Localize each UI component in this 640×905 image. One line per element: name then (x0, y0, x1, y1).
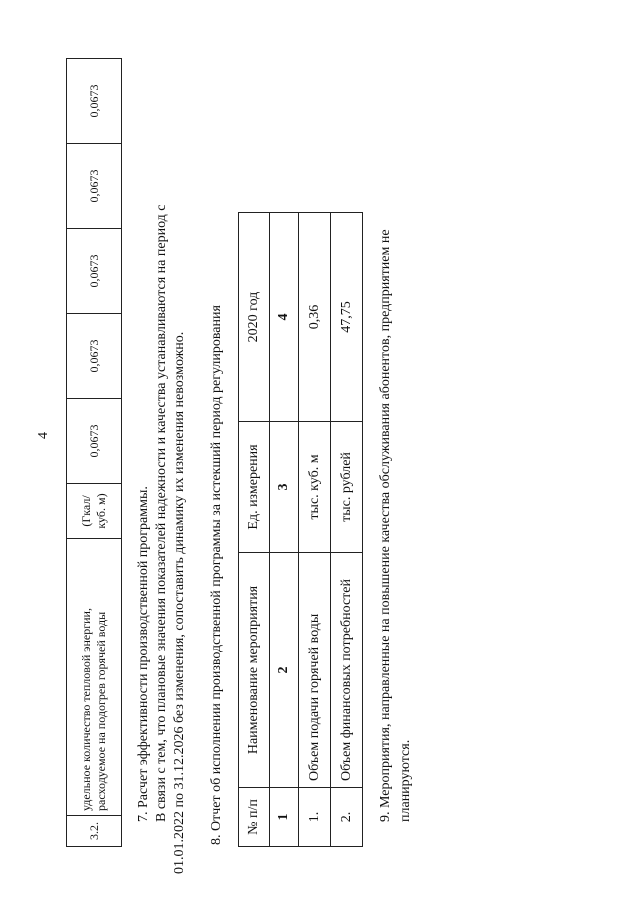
report-table (238, 212, 363, 847)
header-name: Наименование мероприятия (239, 553, 270, 788)
row-number: 3.2. (67, 816, 122, 847)
value-cell: 0,0673 (67, 59, 122, 144)
column-number: 3 (270, 422, 299, 553)
value-cell: 0,0673 (67, 229, 122, 314)
table-header-row (239, 213, 270, 847)
activity-name: Объем подачи горячей воды (299, 553, 331, 788)
table-row (67, 59, 122, 847)
section-9-text-line-2: планируются. (398, 739, 413, 822)
value-cell: 0,0673 (67, 314, 122, 399)
indicator-table (66, 58, 122, 847)
unit-cell: тыс. рублей (331, 422, 363, 553)
header-number: № п/п (239, 788, 270, 847)
header-year: 2020 год (239, 213, 270, 422)
indicator-name: удельное количество тепловой энергии, расходуемое на подогрев горячей воды (67, 539, 122, 816)
value-cell: 47,75 (331, 213, 363, 422)
section-8-heading: 8. Отчет об исполнении производственной программы за истекший период регулирования (209, 305, 224, 845)
unit-cell: (Гкал/ куб. м) (67, 484, 122, 539)
section-7-text-line-2: 01.01.2022 по 31.12.2026 без изменения, сопоставить динамику их изменения невозможно. (172, 331, 187, 874)
column-number: 4 (270, 213, 299, 422)
section-7-text-line-1: В связи с тем, что плановые значения показателей надежности и качества устанавливаются на период с (154, 204, 169, 822)
activity-name: Объем финансовых потребностей (331, 553, 363, 788)
value-cell: 0,36 (299, 213, 331, 422)
header-unit: Ед. измерения (239, 422, 270, 553)
row-number: 1. (299, 788, 331, 847)
page-number: 4 (36, 432, 51, 439)
table-row (299, 213, 331, 847)
section-9-text-line-1: 9. Мероприятия, направленные на повышение качества обслуживания абонентов, предприятием не (378, 229, 393, 822)
value-cell: 0,0673 (67, 144, 122, 229)
column-number: 2 (270, 553, 299, 788)
value-cell: 0,0673 (67, 399, 122, 484)
unit-cell: тыс. куб. м (299, 422, 331, 553)
column-number: 1 (270, 788, 299, 847)
row-number: 2. (331, 788, 363, 847)
section-7-heading: 7. Расчет эффективности производственной программы. (136, 486, 151, 822)
table-row (331, 213, 363, 847)
column-number-row (270, 213, 299, 847)
